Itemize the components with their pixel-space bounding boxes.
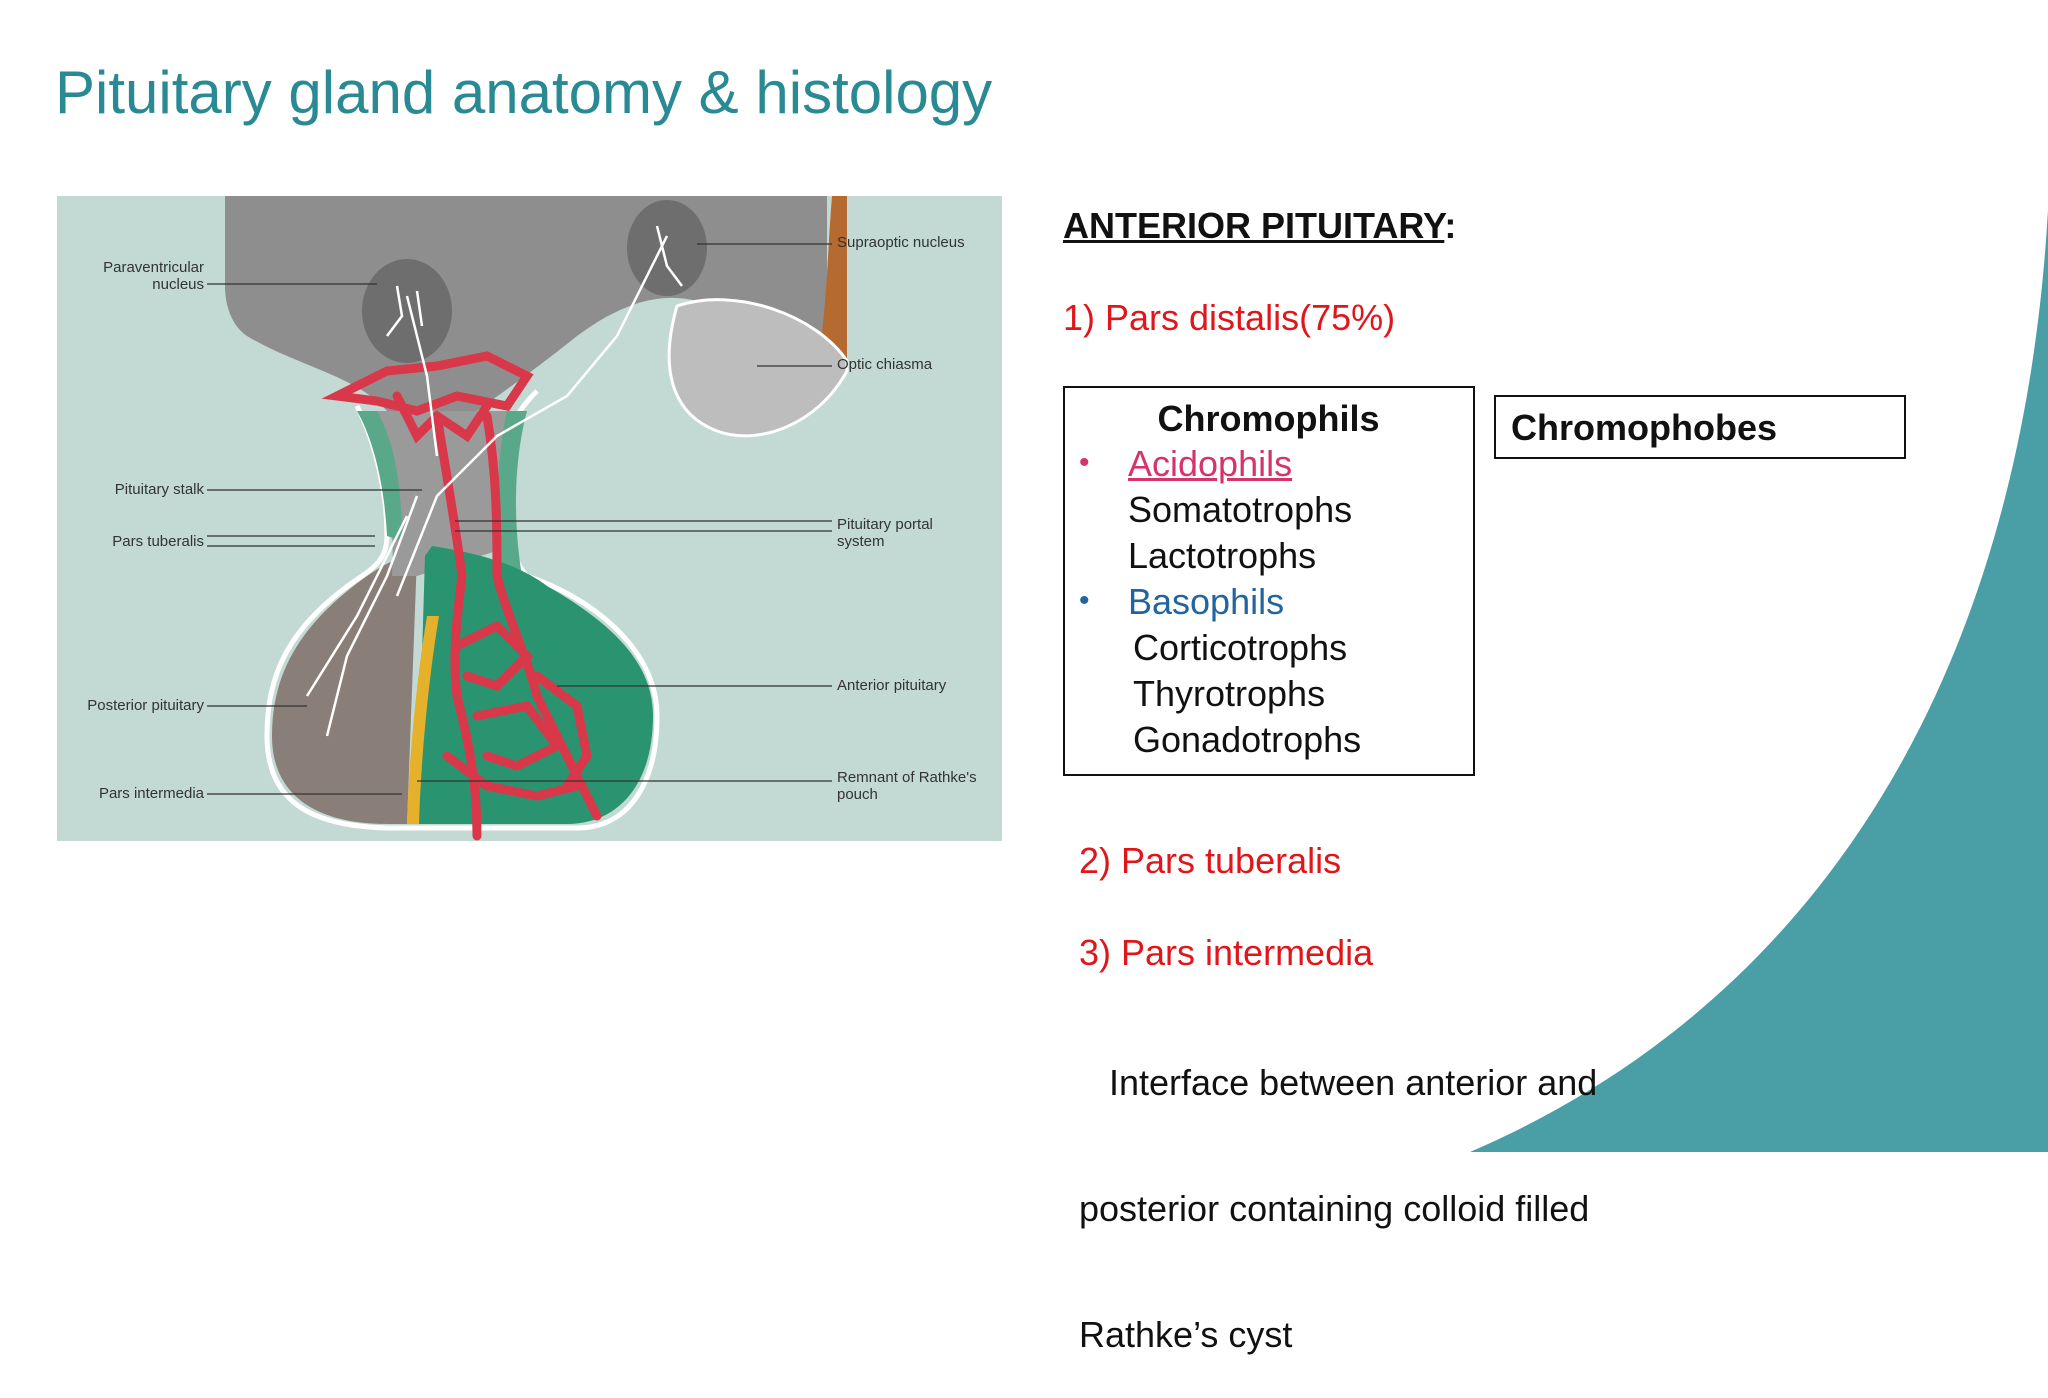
chromophobes-label: Chromophobes <box>1511 407 1777 448</box>
acidophils-label: Acidophils <box>1128 443 1293 484</box>
chromophils-title: Chromophils <box>1157 398 1380 439</box>
chromophils-box <box>1063 386 1475 776</box>
paraventricular-nucleus <box>362 259 452 363</box>
label-anterior-pituitary: Anterior pituitary <box>837 677 947 694</box>
pars-intermedia-description: Interface between anterior and posterior containing colloid filled Rathke’s cyst <box>1079 1062 1598 1355</box>
item-pars-tuberalis: 2) Pars tuberalis <box>1079 840 1342 881</box>
corticotrophs: Corticotrophs <box>1133 627 1348 668</box>
item-pars-intermedia: 3) Pars intermedia <box>1079 932 1374 973</box>
label-paraventricular-nucleus: Paraventricular nucleus <box>103 259 204 293</box>
section-heading: ANTERIOR PITUITARY: <box>1063 205 1457 246</box>
lactotrophs: Lactotrophs <box>1128 535 1317 576</box>
slide-title: Pituitary gland anatomy & histology <box>55 59 993 126</box>
label-pituitary-portal-system: Pituitary portal system <box>837 516 933 550</box>
gonadotrophs: Gonadotrophs <box>1133 719 1362 760</box>
basophils-label: Basophils <box>1128 581 1285 622</box>
label-pars-intermedia: Pars intermedia <box>98 785 204 802</box>
somatotrophs: Somatotrophs <box>1128 489 1353 530</box>
supraoptic-nucleus <box>627 200 707 296</box>
label-pituitary-stalk: Pituitary stalk <box>114 481 204 498</box>
posterior-pituitary <box>272 556 417 824</box>
acidophils-bullet: • <box>1079 446 1090 479</box>
pituitary-diagram <box>57 196 1002 841</box>
item-pars-distalis: 1) Pars distalis(75%) <box>1063 297 1396 338</box>
label-pars-tuberalis: Pars tuberalis <box>112 533 204 550</box>
basophils-bullet: • <box>1079 584 1090 617</box>
label-rathke-pouch-remnant: Remnant of Rathke's pouch <box>837 769 977 803</box>
chromophobes-box <box>1494 395 1906 459</box>
label-posterior-pituitary: Posterior pituitary <box>87 697 204 714</box>
label-supraoptic-nucleus: Supraoptic nucleus <box>837 234 965 251</box>
label-optic-chiasma: Optic chiasma <box>837 356 933 373</box>
thyrotrophs: Thyrotrophs <box>1133 673 1326 714</box>
